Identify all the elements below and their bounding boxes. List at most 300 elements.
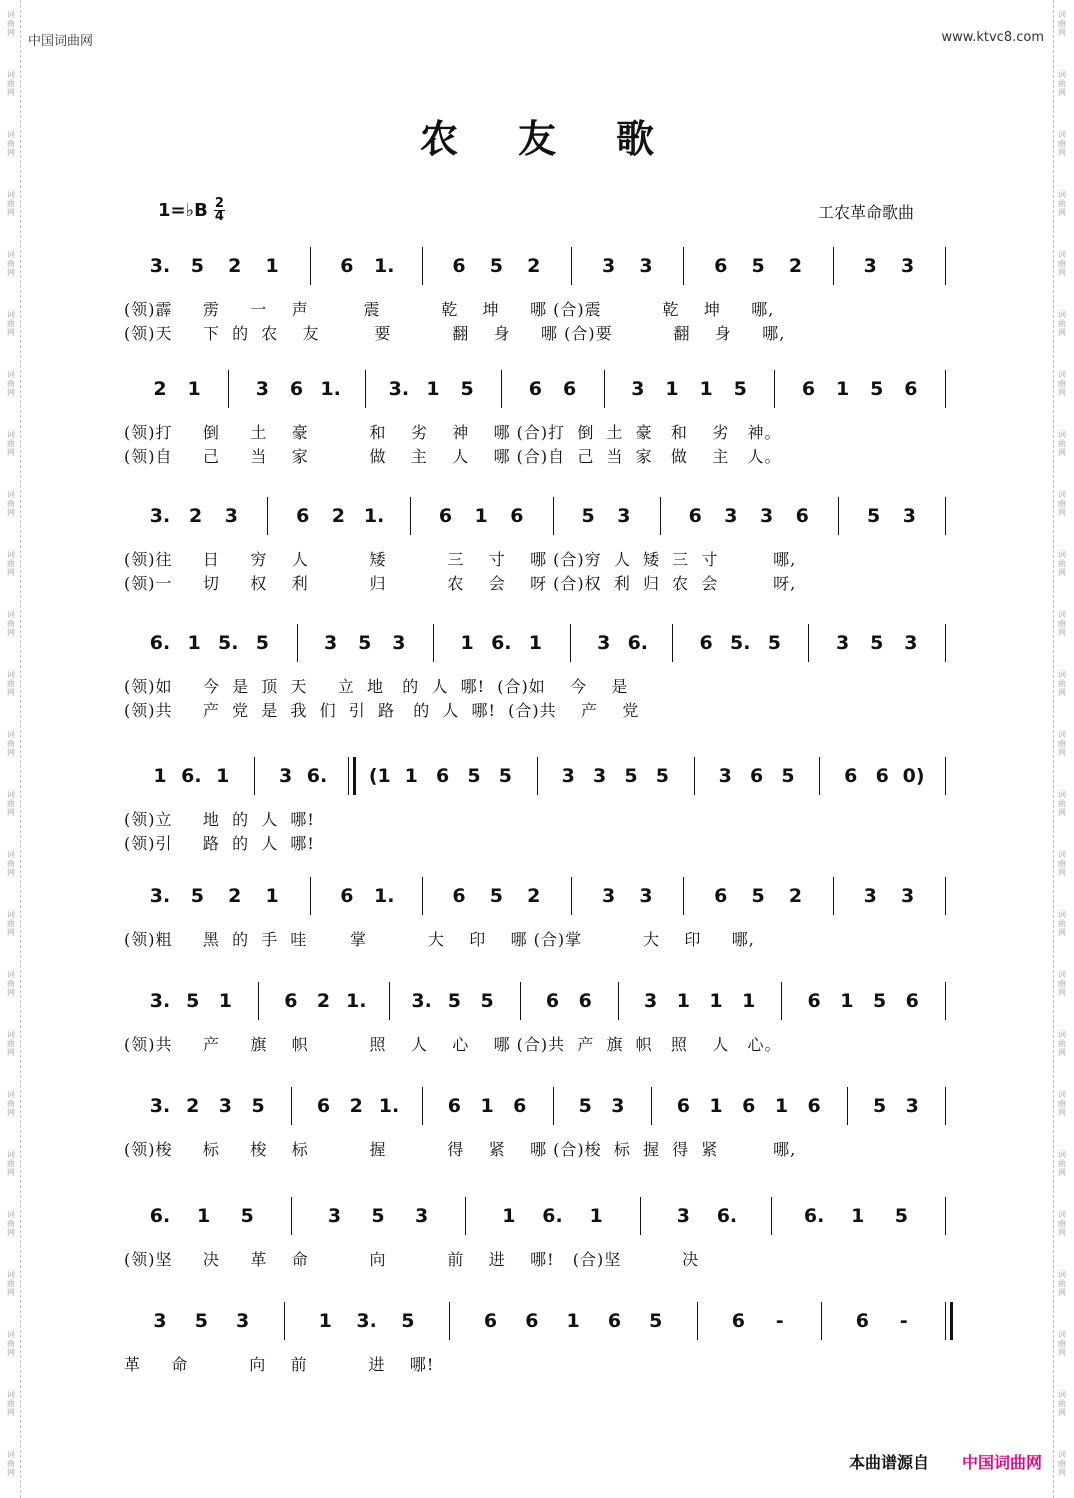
note: 3.	[149, 255, 171, 277]
note: 1	[480, 1095, 494, 1117]
note: 6	[855, 1310, 869, 1332]
note: 2	[527, 255, 541, 277]
note: 6.	[716, 1205, 738, 1227]
note: 5	[733, 378, 747, 400]
note: 3	[905, 1095, 919, 1117]
bar-line	[465, 1197, 466, 1235]
note: 6.	[181, 765, 202, 787]
bar-line	[774, 370, 775, 408]
note: 3	[644, 990, 658, 1012]
note: 5	[498, 765, 513, 787]
note: 5	[460, 378, 474, 400]
bar-line	[683, 877, 684, 915]
note: 5	[447, 990, 461, 1012]
lyric-row: (领)粗 黑 的 手 哇 掌 大 印 哪 (合)掌 大 印 哪,	[124, 930, 755, 949]
note: 5	[186, 990, 200, 1012]
lyric-row: (领)引 路 的 人 哪!	[124, 834, 315, 853]
note: 1.	[374, 885, 395, 907]
lyric-row: (领)自 己 当 家 做 主 人 哪 (合)自 己 当 家 做 主 人。	[124, 447, 782, 466]
note: 1	[589, 1205, 603, 1227]
note: 6	[688, 505, 702, 527]
bar-line	[422, 877, 423, 915]
note: 3	[392, 632, 406, 654]
note: 3	[611, 1095, 625, 1117]
note: 5	[240, 1205, 254, 1227]
bar-line	[694, 757, 695, 795]
note: 6	[545, 990, 560, 1012]
note: 1	[774, 1095, 789, 1117]
note: 6	[513, 1095, 527, 1117]
note: 3	[676, 1205, 690, 1227]
lyric-row: (领)共 产 旗 帜 照 人 心 哪 (合)共 产 旗 帜 照 人 心。	[124, 1035, 782, 1054]
note: 1.	[378, 1095, 400, 1117]
watermark-text: 词 曲 网	[7, 1030, 15, 1057]
note: 3	[631, 378, 645, 400]
notes-row	[0, 875, 1074, 915]
bar-line	[501, 370, 502, 408]
watermark-text: 词 曲 网	[1058, 1210, 1066, 1237]
note: 6	[340, 255, 354, 277]
note: 5	[255, 632, 270, 654]
note: 6	[742, 1095, 756, 1117]
source-label: 本曲谱源自	[848, 1453, 929, 1472]
note: 6	[340, 885, 354, 907]
watermark-text: 词 曲 网	[1058, 970, 1066, 997]
note: 6	[525, 1310, 539, 1332]
watermark-text: 词 曲 网	[1058, 790, 1066, 817]
note: 3	[863, 885, 877, 907]
note: 3.	[149, 1095, 171, 1117]
note: 6	[452, 255, 466, 277]
site-url-header: www.ktvc8.com	[941, 30, 1044, 45]
watermark-text: 词 曲 网	[1058, 70, 1066, 97]
note: 1	[709, 1095, 723, 1117]
watermark-text: 词 曲 网	[7, 850, 15, 877]
lyric-row: (领)立 地 的 人 哪!	[124, 810, 315, 829]
note: 6	[807, 1095, 821, 1117]
note: 1	[187, 378, 201, 400]
note: 1	[665, 378, 679, 400]
note: 6.	[542, 1205, 563, 1227]
watermark-text: 词 曲 网	[7, 1210, 15, 1237]
watermark-text: 词 曲 网	[7, 250, 15, 277]
note: 5	[872, 990, 887, 1012]
note: 2	[228, 255, 242, 277]
bar-line	[537, 757, 538, 795]
watermark-text: 词 曲 网	[7, 670, 15, 697]
watermark-text: 词 曲 网	[7, 1330, 15, 1357]
watermark-text: 词 曲 网	[1058, 670, 1066, 697]
note: 1.	[363, 505, 385, 527]
note: 3	[724, 505, 738, 527]
note: 5	[649, 1310, 663, 1332]
lyric-row: (领)如 今 是 顶 天 立 地 的 人 哪! (合)如 今 是	[124, 677, 629, 696]
note: 6	[578, 990, 592, 1012]
bar-line	[422, 247, 423, 285]
watermark-text: 词 曲 网	[1058, 1090, 1066, 1117]
note: 3	[759, 505, 774, 527]
note: 1	[566, 1310, 580, 1332]
source-brand: 中国词曲网	[961, 1453, 1042, 1472]
note: 5	[480, 990, 494, 1012]
note: 5	[751, 885, 765, 907]
note: 1	[502, 1205, 516, 1227]
note: 5	[781, 765, 795, 787]
bar-line	[945, 1197, 946, 1235]
note: 5	[751, 255, 765, 277]
note: 2	[186, 1095, 200, 1117]
notes-row	[0, 1300, 1074, 1340]
bar-line	[571, 247, 572, 285]
lyric-row: (领)霹 雳 一 声 震 乾 坤 哪 (合)震 乾 坤 哪,	[124, 300, 775, 319]
note: 6	[795, 505, 809, 527]
watermark-text: 词 曲 网	[1058, 1390, 1066, 1417]
note: 3	[236, 1310, 250, 1332]
note: 3	[718, 765, 732, 787]
note: 5	[190, 255, 204, 277]
note: 6.	[306, 765, 328, 787]
watermark-text: 词 曲 网	[7, 550, 15, 577]
note: 5.	[218, 632, 239, 654]
bar-line	[310, 247, 311, 285]
watermark-text: 词 曲 网	[7, 430, 15, 457]
watermark-text: 词 曲 网	[1058, 1150, 1066, 1177]
bar-line	[838, 497, 839, 535]
watermark-text: 词 曲 网	[1058, 1450, 1066, 1477]
bar-line	[833, 877, 834, 915]
note: 5.	[729, 632, 751, 654]
note: 3	[904, 632, 918, 654]
note: 6.	[149, 632, 171, 654]
note: 2	[316, 990, 331, 1012]
note: 0)	[902, 765, 925, 787]
note: -	[775, 1310, 784, 1332]
bar-line	[258, 982, 259, 1020]
bar-line	[660, 497, 661, 535]
note: 6	[731, 1310, 746, 1332]
bar-line	[945, 1302, 953, 1340]
watermark-text: 词 曲 网	[1058, 130, 1066, 157]
bar-line	[771, 1197, 772, 1235]
bar-line	[651, 1087, 652, 1125]
note: 3	[900, 885, 915, 907]
bar-line	[672, 624, 673, 662]
note: 6	[435, 765, 450, 787]
watermark-text: 词 曲 网	[7, 310, 15, 337]
note: 1	[460, 632, 474, 654]
bar-line	[640, 1197, 641, 1235]
watermark-text: 词 曲 网	[7, 790, 15, 817]
note: 3	[218, 1095, 233, 1117]
note: 3.	[149, 885, 171, 907]
note: 1	[265, 885, 279, 907]
note: 5	[867, 505, 881, 527]
bar-line	[618, 982, 619, 1020]
left-watermark-strip	[4, 0, 21, 1498]
watermark-text: 词 曲 网	[7, 1090, 15, 1117]
note: 5	[872, 1095, 887, 1117]
bar-line	[945, 757, 946, 795]
watermark-text: 词 曲 网	[7, 130, 15, 157]
note: 3	[278, 765, 293, 787]
note: 6	[289, 378, 304, 400]
watermark-text: 词 曲 网	[1058, 850, 1066, 877]
note: 1.	[346, 990, 367, 1012]
note: 1	[676, 990, 690, 1012]
note: 2	[228, 885, 242, 907]
note: 6	[749, 765, 764, 787]
bar-line	[348, 757, 356, 795]
note: 5	[251, 1095, 265, 1117]
bar-line	[781, 982, 782, 1020]
note: 2	[788, 885, 803, 907]
note: 1	[265, 255, 279, 277]
bar-line	[433, 624, 434, 662]
note: 3	[863, 255, 877, 277]
note: 1	[474, 505, 488, 527]
key-label: 1=♭B	[158, 200, 208, 221]
watermark-text: 词 曲 网	[1058, 370, 1066, 397]
note: 3	[902, 505, 916, 527]
watermark-text: 词 曲 网	[1058, 430, 1066, 457]
bar-line	[291, 1197, 292, 1235]
bar-line	[449, 1302, 450, 1340]
bar-line	[284, 1302, 285, 1340]
note: 1	[742, 990, 756, 1012]
note: 1	[153, 765, 167, 787]
note: 1	[196, 1205, 211, 1227]
bar-line	[697, 1302, 698, 1340]
bar-line	[683, 247, 684, 285]
lyric-row: (领)天 下 的 农 友 要 翻 身 哪 (合)要 翻 身 哪,	[124, 324, 786, 343]
note: 6.	[627, 632, 649, 654]
note: 1.	[320, 378, 341, 400]
watermark-text: 词 曲 网	[1058, 310, 1066, 337]
note: 3	[639, 255, 653, 277]
bar-line	[553, 497, 554, 535]
note: 3	[153, 1310, 167, 1332]
bar-line	[808, 624, 809, 662]
note: 6	[438, 505, 453, 527]
note: 6	[483, 1310, 498, 1332]
composer-credit: 工农革命歌曲	[817, 203, 914, 222]
bar-line	[819, 757, 820, 795]
note: 1	[404, 765, 418, 787]
time-denominator: 4	[214, 209, 224, 224]
watermark-text: 词 曲 网	[7, 1270, 15, 1297]
watermark-text: 词 曲 网	[7, 910, 15, 937]
key-signature	[158, 198, 225, 223]
watermark-text: 词 曲 网	[7, 1150, 15, 1177]
lyric-row: (领)一 切 权 利 归 农 会 呀 (合)权 利 归 农 会 呀,	[124, 574, 797, 593]
note: 1.	[374, 255, 395, 277]
bar-line	[945, 370, 946, 408]
note: 6	[676, 1095, 690, 1117]
watermark-text: 词 曲 网	[1058, 250, 1066, 277]
note: 5	[578, 1095, 592, 1117]
note: 1	[318, 1310, 332, 1332]
note: 2	[189, 505, 203, 527]
note: 6	[562, 378, 577, 400]
notes-row	[0, 622, 1074, 662]
time-signature	[214, 198, 225, 223]
note: 1	[840, 990, 854, 1012]
note: 3.	[388, 378, 410, 400]
note: 6	[296, 505, 310, 527]
note: 6	[844, 765, 858, 787]
watermark-text: 词 曲 网	[7, 190, 15, 217]
bar-line	[945, 877, 946, 915]
note: 5	[190, 885, 204, 907]
bar-line	[945, 624, 946, 662]
note: 6	[316, 1095, 331, 1117]
note: 1	[699, 378, 713, 400]
note: 6	[528, 378, 543, 400]
notes-row	[0, 1195, 1074, 1235]
note: 5	[655, 765, 670, 787]
note: 6	[905, 990, 919, 1012]
note: 3.	[411, 990, 432, 1012]
note: 1	[187, 632, 201, 654]
bar-line	[553, 1087, 554, 1125]
watermark-text: 词 曲 网	[1058, 1030, 1066, 1057]
note: 6	[699, 632, 713, 654]
note: 1	[216, 765, 230, 787]
bar-line	[945, 497, 946, 535]
note: 6	[807, 990, 821, 1012]
note: 1	[835, 378, 850, 400]
bar-line	[945, 247, 946, 285]
watermark-text: 词 曲 网	[1058, 190, 1066, 217]
note: 5	[870, 632, 884, 654]
note: 5	[401, 1310, 415, 1332]
bar-line	[520, 982, 521, 1020]
note: 3	[900, 255, 915, 277]
note: 5	[489, 255, 504, 277]
note: 3	[592, 765, 607, 787]
note: 3	[255, 378, 270, 400]
bar-line	[570, 624, 571, 662]
time-numerator: 2	[214, 196, 224, 211]
note: 3	[324, 632, 338, 654]
watermark-text: 词 曲 网	[7, 970, 15, 997]
note: 5	[358, 632, 372, 654]
bar-line	[310, 877, 311, 915]
note: 1	[709, 990, 723, 1012]
note: 6	[714, 885, 728, 907]
lyric-row: (领)打 倒 土 豪 和 劣 神 哪 (合)打 倒 土 豪 和 劣 神。	[124, 423, 782, 442]
note: 6	[875, 765, 889, 787]
note: 3	[601, 885, 616, 907]
watermark-text: 词 曲 网	[7, 1450, 15, 1477]
note: 1	[426, 378, 440, 400]
bar-line	[945, 1087, 946, 1125]
note: 2	[349, 1095, 363, 1117]
watermark-text: 词 曲 网	[7, 1390, 15, 1417]
bar-line	[267, 497, 268, 535]
note: 6	[801, 378, 816, 400]
note: 5	[371, 1205, 385, 1227]
watermark-text: 词 曲 网	[7, 370, 15, 397]
note: 6.	[491, 632, 512, 654]
lyric-row: 革 命 向 前 进 哪!	[124, 1355, 435, 1374]
bar-line	[571, 877, 572, 915]
watermark-text: 词 曲 网	[7, 70, 15, 97]
watermark-text: 词 曲 网	[1058, 550, 1066, 577]
note: 2	[788, 255, 803, 277]
notes-row	[0, 1085, 1074, 1125]
note: 5	[894, 1205, 908, 1227]
bar-line	[604, 370, 605, 408]
note: 2	[153, 378, 167, 400]
watermark-text: 词 曲 网	[1058, 730, 1066, 757]
note: 6.	[803, 1205, 825, 1227]
lyric-row: (领)共 产 党 是 我 们 引 路 的 人 哪! (合)共 产 党	[124, 701, 640, 720]
bar-line	[410, 497, 411, 535]
note: 5	[624, 765, 638, 787]
note: 3	[617, 505, 631, 527]
note: 3.	[149, 505, 171, 527]
bar-line	[228, 370, 229, 408]
watermark-text: 词 曲 网	[1058, 10, 1066, 37]
note: 5	[767, 632, 781, 654]
note: 5	[194, 1310, 208, 1332]
note: 6	[284, 990, 298, 1012]
note: 2	[527, 885, 541, 907]
note: 6	[607, 1310, 622, 1332]
bar-line	[297, 624, 298, 662]
note: 6.	[149, 1205, 171, 1227]
note: 3	[601, 255, 616, 277]
watermark-text: 词 曲 网	[7, 610, 15, 637]
watermark-text: 词 曲 网	[1058, 1330, 1066, 1357]
song-title: 农友歌	[419, 116, 714, 161]
notes-row	[0, 368, 1074, 408]
watermark-text: 词 曲 网	[7, 730, 15, 757]
right-watermark-strip	[1053, 0, 1070, 1498]
note: 3	[561, 765, 575, 787]
note: 3	[415, 1205, 429, 1227]
notes-row	[0, 980, 1074, 1020]
bar-line	[821, 1302, 822, 1340]
note: 3	[597, 632, 611, 654]
note: 3.	[149, 990, 171, 1012]
bar-line	[833, 247, 834, 285]
note: 3	[224, 505, 238, 527]
note: 6	[452, 885, 466, 907]
bar-line	[291, 1087, 292, 1125]
note: 6	[904, 378, 918, 400]
notes-row	[0, 495, 1074, 535]
note: 1	[851, 1205, 865, 1227]
note: 6	[447, 1095, 461, 1117]
note: 3	[835, 632, 850, 654]
note: 5	[489, 885, 504, 907]
watermark-text: 词 曲 网	[7, 10, 15, 37]
watermark-text: 词 曲 网	[1058, 910, 1066, 937]
note: 3	[639, 885, 653, 907]
bar-line	[422, 1087, 423, 1125]
note: 6	[714, 255, 728, 277]
note: 5	[467, 765, 481, 787]
lyric-row: (领)往 日 穷 人 矮 三 寸 哪 (合)穷 人 矮 三 寸 哪,	[124, 550, 797, 569]
note: 3.	[356, 1310, 377, 1332]
note: -	[899, 1310, 908, 1332]
watermark-text: 词 曲 网	[7, 490, 15, 517]
note: (1	[368, 765, 391, 787]
note: 3	[327, 1205, 342, 1227]
note: 5	[870, 378, 884, 400]
